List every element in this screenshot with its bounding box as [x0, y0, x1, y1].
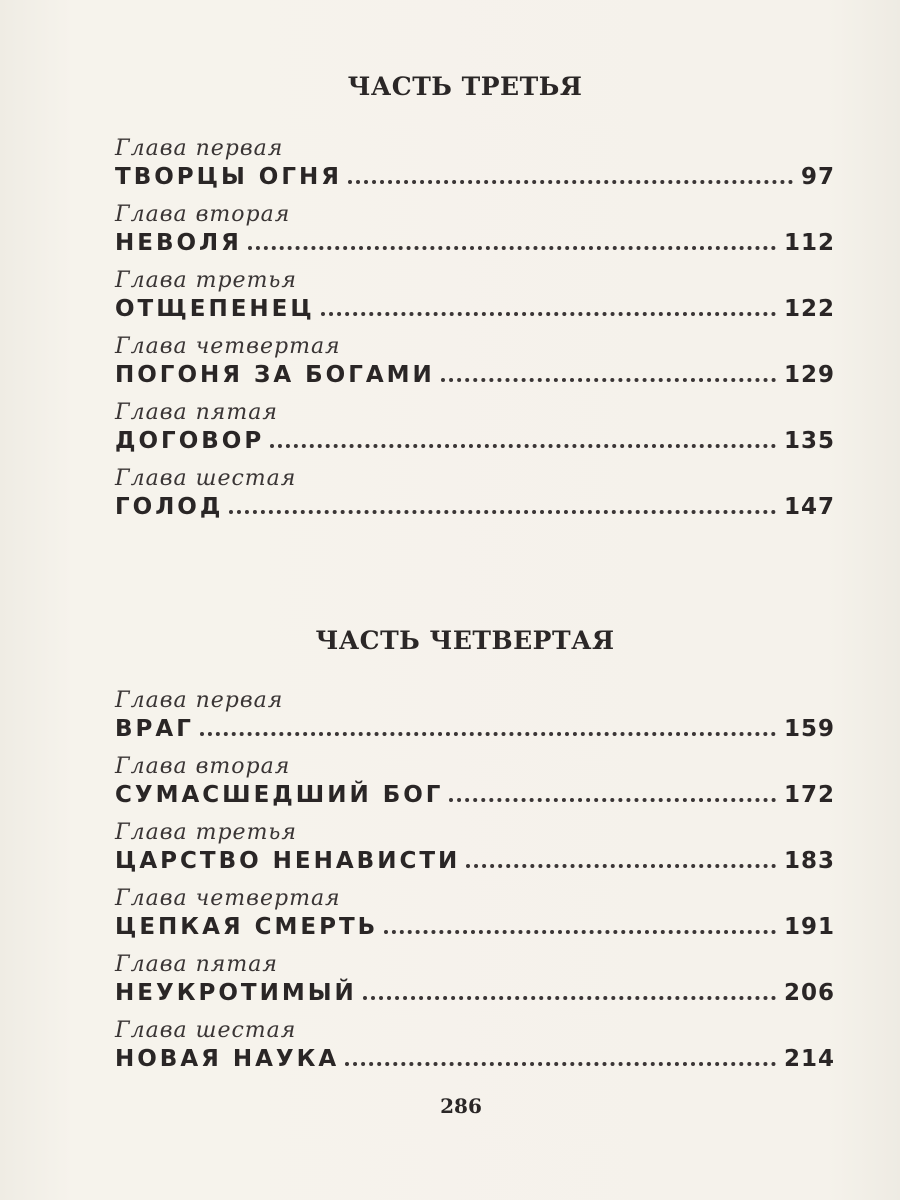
toc-entry — [115, 334, 835, 400]
chapter-label: Глава шестая — [115, 466, 297, 491]
toc-entry — [115, 400, 835, 466]
dot-leader — [200, 732, 776, 736]
page-number: 286 — [440, 1094, 482, 1118]
toc-entry — [115, 1018, 835, 1084]
chapter-title: ПОГОНЯ ЗА БОГАМИ — [115, 362, 435, 388]
chapter-title-row — [115, 362, 835, 388]
chapter-title-row — [115, 782, 835, 808]
chapter-label: Глава вторая — [115, 754, 291, 779]
chapter-title: ГОЛОД — [115, 494, 224, 520]
chapter-page-number: 122 — [783, 296, 835, 322]
chapter-title-row — [115, 296, 835, 322]
chapter-title: ВРАГ — [115, 716, 194, 742]
chapter-title: НОВАЯ НАУКА — [115, 1046, 340, 1072]
chapter-page-number: 191 — [783, 914, 835, 940]
chapter-page-number: 135 — [783, 428, 835, 454]
chapter-title-row — [115, 494, 835, 520]
chapter-title-row — [115, 716, 835, 742]
toc-entry — [115, 688, 835, 754]
dot-leader — [321, 312, 776, 316]
chapter-page-number: 183 — [783, 848, 835, 874]
chapter-label: Глава четвертая — [115, 334, 341, 359]
dot-leader — [363, 996, 776, 1000]
dot-leader — [466, 864, 776, 868]
toc-part-three — [115, 136, 835, 532]
dot-leader — [229, 510, 776, 514]
chapter-label: Глава пятая — [115, 952, 278, 977]
dot-leader — [270, 444, 776, 448]
chapter-label: Глава пятая — [115, 400, 278, 425]
chapter-page-number: 97 — [800, 164, 835, 190]
chapter-label: Глава шестая — [115, 1018, 297, 1043]
dot-leader — [345, 1062, 776, 1066]
chapter-page-number: 214 — [783, 1046, 835, 1072]
toc-entry — [115, 466, 835, 532]
toc-entry — [115, 202, 835, 268]
chapter-label: Глава первая — [115, 688, 284, 713]
chapter-title-row — [115, 1046, 835, 1072]
chapter-label: Глава первая — [115, 136, 284, 161]
chapter-title: СУМАСШЕДШИЙ БОГ — [115, 782, 444, 808]
chapter-title: ОТЩЕПЕНЕЦ — [115, 296, 315, 322]
chapter-page-number: 129 — [783, 362, 835, 388]
chapter-title: ЦАРСТВО НЕНАВИСТИ — [115, 848, 461, 874]
chapter-title: ДОГОВОР — [115, 428, 265, 454]
chapter-page-number: 172 — [783, 782, 835, 808]
toc-entry — [115, 952, 835, 1018]
dot-leader — [449, 798, 776, 802]
toc-entry — [115, 886, 835, 952]
toc-entry — [115, 136, 835, 202]
chapter-title: ЦЕПКАЯ СМЕРТЬ — [115, 914, 379, 940]
part-title-three: ЧАСТЬ ТРЕТЬЯ — [347, 72, 583, 101]
chapter-page-number: 112 — [783, 230, 835, 256]
chapter-title-row — [115, 848, 835, 874]
chapter-title: НЕУКРОТИМЫЙ — [115, 980, 357, 1006]
chapter-label: Глава третья — [115, 268, 297, 293]
chapter-page-number: 147 — [783, 494, 835, 520]
chapter-page-number: 206 — [783, 980, 835, 1006]
dot-leader — [384, 930, 776, 934]
dot-leader — [248, 246, 776, 250]
dot-leader — [441, 378, 776, 382]
chapter-label: Глава четвертая — [115, 886, 341, 911]
chapter-page-number: 159 — [783, 716, 835, 742]
toc-entry — [115, 754, 835, 820]
toc-part-four — [115, 688, 835, 1084]
chapter-title-row — [115, 230, 835, 256]
chapter-title-row — [115, 164, 835, 190]
chapter-title: ТВОРЦЫ ОГНЯ — [115, 164, 342, 190]
chapter-title-row — [115, 428, 835, 454]
chapter-label: Глава третья — [115, 820, 297, 845]
part-title-four: ЧАСТЬ ЧЕТВЕРТАЯ — [315, 626, 615, 655]
chapter-title-row — [115, 914, 835, 940]
chapter-label: Глава вторая — [115, 202, 291, 227]
dot-leader — [348, 180, 793, 184]
chapter-title: НЕВОЛЯ — [115, 230, 242, 256]
chapter-title-row — [115, 980, 835, 1006]
toc-entry — [115, 820, 835, 886]
toc-entry — [115, 268, 835, 334]
